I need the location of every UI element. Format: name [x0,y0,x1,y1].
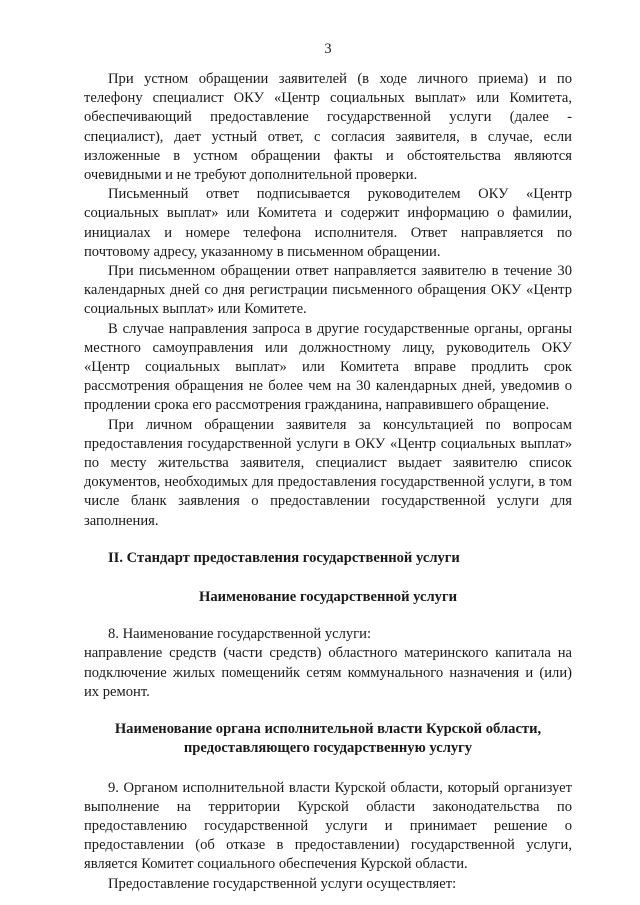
organ-heading-line-1: Наименование органа исполнительной власти Курской области, [114,721,542,738]
paragraph-written-appeal-term: При письменном обращении ответ направляется заявителю в течение 30 календарных дней со дня регистрации письменного обращения ОКУ «Центр социальных выплат» или Комитете. [84,263,572,318]
item-8-intro: 8. Наименование государственной услуги: [108,626,372,643]
organ-heading-line-2: предоставляющего государственную услугу [183,740,473,757]
paragraph-personal-consultation: При личном обращении заявителя за консультацией по вопросам предоставления государственной услуги в ОКУ «Центр социальных выплат» по месту жительства заявителя, специалист выдает заявителю список документов, необходимых для предоставления государственной услуги, в том числе бланк заявления о предоставлении государственной услуги для заполнения. [84,416,572,529]
organ-heading [84,720,572,758]
item-8-body: направление средств (части средств) областного материнского капитала на подключение жилых помещенийк сетям коммунального назначения и (или) их ремонт. [84,645,572,700]
page-number: 3 [324,41,332,57]
paragraph-term-extension: В случае направления запроса в другие государственные органы, органы местного самоуправления или должностному лицу, руководитель ОКУ «Центр социальных выплат» или Комитета вправе продлить срок рассмотрения обращения не более чем на 30 календарных дней, уведомив о продлении срока его рассмотрения гражданина, направившего обращение. [84,320,572,414]
paragraph-written-answer: Письменный ответ подписывается руководителем ОКУ «Центр социальных выплат» или Комитета и содержит информацию о фамилии, инициалах и номере телефона исполнителя. Ответ направляется по почтовому адресу, указанному в письменном обращении. [84,186,572,260]
item-9-continuation: Предоставление государственной услуги осуществляет: [108,875,457,892]
item-9: 9. Органом исполнительной власти Курской области, который организует выполнение на территории Курской области законодательства по предоставлению государственной услуги и принимает решение о предоставлении (об отказе в предоставлении) государственной услуги, является Комитет социального обеспечения Курской области. [84,779,572,873]
paragraph-oral-appeal: При устном обращении заявителей (в ходе личного приема) и по телефону специалист ОКУ «Центр социальных выплат» или Комитета, обеспечивающий предоставление государственной услуги (далее - специалист), дает устный ответ, с согласия заявителя, в случае, если изложенные в устном обращении факты и обстоятельства являются очевидными и не требуют дополнительной проверки. [84,71,572,184]
service-name-heading: Наименование государственной услуги [199,589,457,606]
section-ii-heading: II. Стандарт предоставления государственной услуги [108,549,460,566]
